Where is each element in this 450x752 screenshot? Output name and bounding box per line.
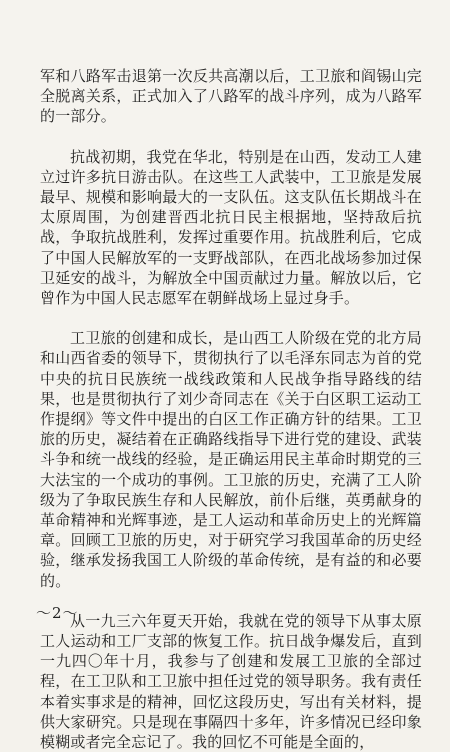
paragraph-gap	[40, 308, 422, 328]
paragraph-gap	[40, 127, 422, 147]
page-number: ～2～	[36, 604, 79, 622]
paragraph-personal-memoir: 从一九三六年夏天开始，我就在党的领导下从事太原工人运动和工厂支部的恢复工作。抗日战争爆发后，直到一九四〇年十月，我参与了创建和发展工卫旅的全部过程，在工卫队和工卫旅中担任过党的领导职务。我有责任本着实事求是的精神，回忆这段历史，写出有关材料，提供大家研究。只是现在事隔四十多年，许多情况已经印象模糊或者完全忘记了。我的回忆不可能是全面的，	[40, 611, 422, 752]
paragraph-founding-growth: 工卫旅的创建和成长，是山西工人阶级在党的北方局和山西省委的领导下，贯彻执行了以毛泽东同志为首的党中央的抗日民族统一战线政策和人民战争指导路线的结果，也是贯彻执行了刘少奇同志在《关于白区职工运动工作提纲》等文件中提出的白区工作正确方针的结果。工卫旅的历史，凝结着在正确路线指导下进行党的建设、武装斗争和统一战线的经验，是正确运用民主革命时期党的三大法宝的一个成功的事例。工卫旅的历史，充满了工人阶级为了争取民族生存和人民解放，前仆后继，英勇献身的革命精神和光辉事迹，是工人运动和革命历史上的光辉篇章。回顾工卫旅的历史，对于研究学习我国革命的历史经验，继承发扬我国工人阶级的革命传统，是有益的和必要的。	[40, 329, 422, 590]
body-text	[40, 66, 422, 752]
paragraph-continuation: 军和八路军击退第一次反共高潮以后，工卫旅和阎锡山完全脱离关系，正式加入了八路军的战斗序列，成为八路军的一部分。	[40, 67, 422, 126]
paragraph-gap	[40, 591, 422, 611]
paragraph-early-war: 抗战初期，我党在华北，特别是在山西，发动工人建立过许多抗日游击队。在这些工人武装中，工卫旅是发展最早、规模和影响最大的一支队伍。这支队伍长期战斗在太原周围，为创建晋西北抗日民主根据地，坚持敌后抗战，争取抗战胜利，发挥过重要作用。抗战胜利后，它成了中国人民解放军的一支野战部队，在西北战场参加过保卫延安的战斗，为解放全中国贡献过力量。解放以后，它曾作为中国人民志愿军在朝鲜战场上显过身手。	[40, 147, 422, 308]
